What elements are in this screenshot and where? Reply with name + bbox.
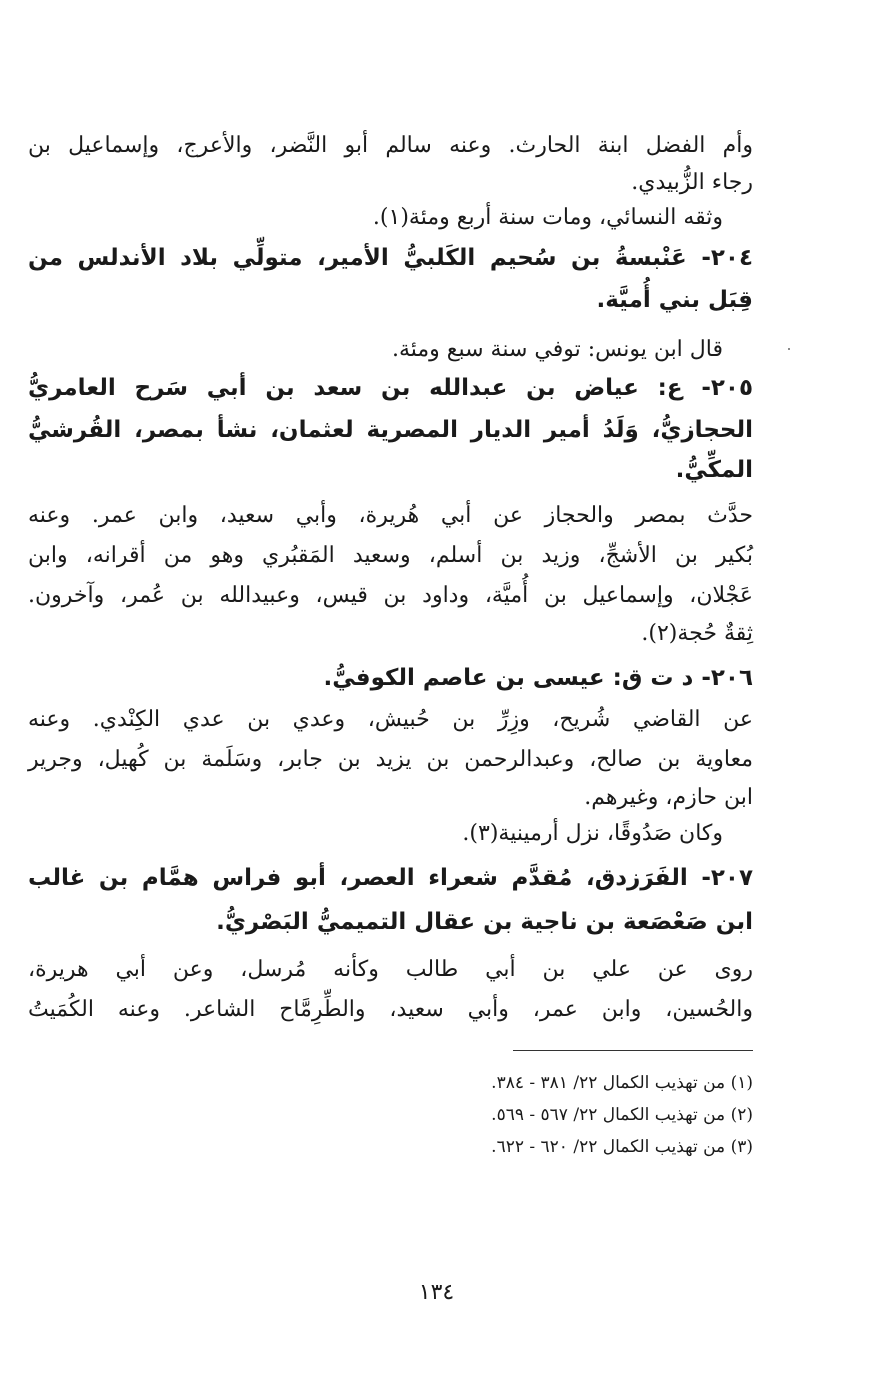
text-line-17: ابن حازم، وغيرهم. [584,785,753,810]
entry-heading-207: ٢٠٧- الفَرَزدق، مُقدَّم شعراء العصر، أبو فراس همَّام بن غالب [28,865,753,891]
entry-heading-204: ٢٠٤- عَنْبسةُ بن سُحيم الكَلبيُّ الأمير، متولِّي بلاد الأندلس من [28,245,753,271]
text-line-15: عن القاضي شُريح، وزِرِّ بن حُبيش، وعدي بن عدي الكِنْدي. وعنه [28,707,753,732]
entry-heading-205-cont: الحجازيُّ، وَلَدُ أمير الديار المصرية لعثمان، نشأ بمصر، القُرشيُّ [28,417,753,443]
entry-heading-207-cont: ابن صَعْصَعة بن ناجية بن عقال التميميُّ البَصْريُّ. [216,909,753,935]
text-line-18: وكان صَدُوقًا، نزل أرمينية(٣). [462,821,723,846]
footnote-1: (١) من تهذيب الكمال ٢٢/ ٣٨١ - ٣٨٤. [491,1073,753,1093]
text-line-6: قال ابن يونس: توفي سنة سبع ومئة. [391,337,723,362]
text-line-21: روى عن علي بن أبي طالب وكأنه مُرسل، وعن أبي هريرة، [28,957,753,982]
footnote-3: (٣) من تهذيب الكمال ٢٢/ ٦٢٠ - ٦٢٢. [491,1137,753,1157]
entry-heading-205: ٢٠٥- ع: عياض بن عبدالله بن سعد بن أبي سَرح العامريُّ [28,375,753,401]
text-line-12: عَجْلان، وإسماعيل بن أُميَّة، وداود بن قيس، وعبيدالله بن عُمر، وآخرون. [28,583,753,608]
footnote-2: (٢) من تهذيب الكمال ٢٢/ ٥٦٧ - ٥٦٩. [491,1105,753,1125]
text-line-16: معاوية بن صالح، وعبدالرحمن بن يزيد بن جابر، وسَلَمة بن كُهيل، وجرير [28,747,753,772]
footnote-separator [513,1050,753,1051]
text-line-10: حدَّث بمصر والحجاز عن أبي هُريرة، وأبي سعيد، وابن عمر. وعنه [28,503,753,528]
text-line-1: وأم الفضل ابنة الحارث. وعنه سالم أبو النَّضر، والأعرج، وإسماعيل بن [28,133,753,158]
entry-heading-205-end: المكِّيُّ. [675,457,753,483]
text-line-22: والحُسين، وابن عمر، وأبي سعيد، والطِّرِمَّاح الشاعر. وعنه الكُمَيتُ [28,997,753,1022]
entry-heading-204-cont: قِبَل بني أُميَّة. [596,287,753,313]
margin-speck [788,348,790,350]
text-line-3: وثقه النسائي، ومات سنة أربع ومئة(١). [372,205,723,230]
text-line-2: رجاء الزُّبيدي. [631,170,753,195]
text-line-11: بُكير بن الأشجِّ، وزيد بن أسلم، وسعيد المَقبُري وهو من أقرانه، وابن [28,543,753,568]
page-number: ١٣٤ [418,1280,455,1305]
entry-heading-206: ٢٠٦- د ت ق: عيسى بن عاصم الكوفيُّ. [323,665,753,691]
text-line-13: ثِقةٌ حُجة(٢). [641,621,753,646]
